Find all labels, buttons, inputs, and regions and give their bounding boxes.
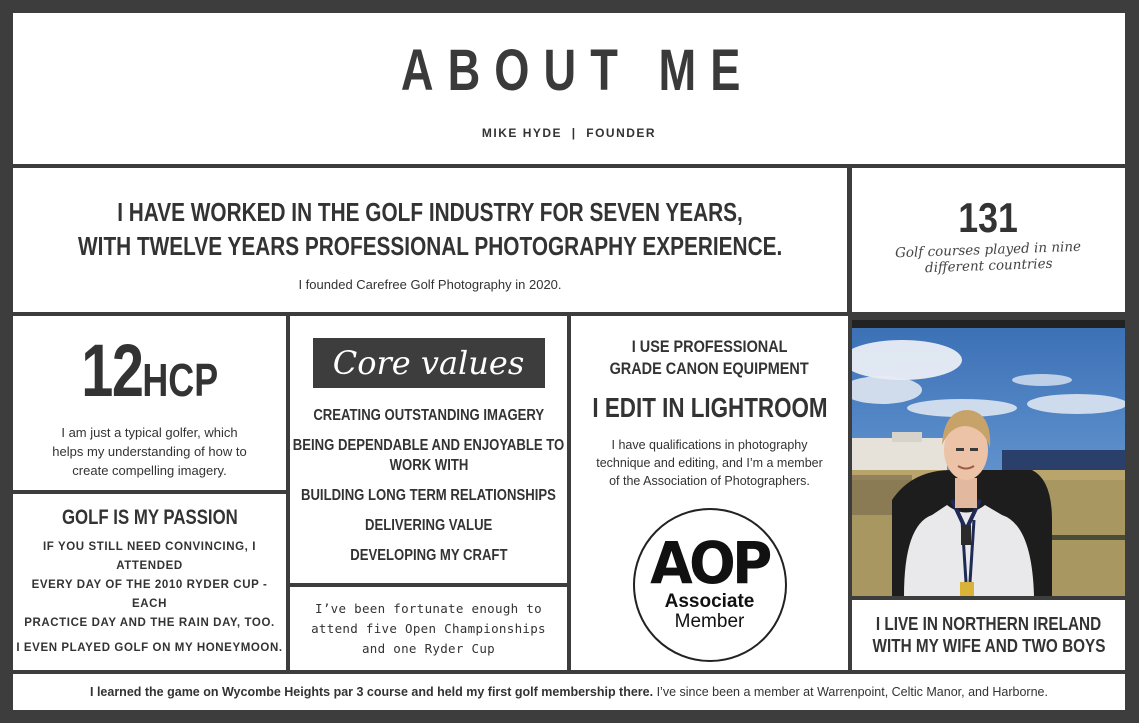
core-value-2b: WORK WITH xyxy=(389,457,468,474)
passion-text-4: I EVEN PLAYED GOLF ON MY HONEYMOON. xyxy=(16,642,283,654)
core-value-3: BUILDING LONG TERM RELATIONSHIPS xyxy=(301,487,556,504)
championships-text-3: and one Ryder Cup xyxy=(361,640,496,656)
qualifications-text-1: I have qualifications in photography xyxy=(611,438,808,452)
championships-panel xyxy=(290,587,567,670)
core-value-1: CREATING OUTSTANDING IMAGERY xyxy=(313,407,544,424)
qualifications-text-2: technique and editing, and I’m a member xyxy=(596,456,823,470)
portrait-photo-image xyxy=(852,320,1125,596)
championships-text-2: attend five Open Championships xyxy=(311,620,546,636)
equipment-line-2: GRADE CANON EQUIPMENT xyxy=(609,359,810,378)
championships-text-1: I’ve been fortunate enough to xyxy=(315,600,542,616)
courses-stat-panel xyxy=(852,168,1125,312)
aop-associate-badge xyxy=(633,508,787,662)
family-line-2: WITH MY WIFE AND TWO BOYS xyxy=(872,636,1105,656)
aop-logo-text: AOP xyxy=(650,529,769,597)
core-value-4: DELIVERING VALUE xyxy=(364,517,493,534)
page-title: ABOUT ME xyxy=(401,38,755,103)
courses-caption-2: different countries xyxy=(924,255,1053,277)
aop-associate-text: Associate xyxy=(664,591,755,612)
intro-panel xyxy=(13,168,847,312)
passion-title: GOLF IS MY PASSION xyxy=(61,506,238,529)
handicap-number: 12 xyxy=(81,329,143,412)
footer-text-bold: I learned the game on Wycombe Heights par 3 course and held my first golf membership there. xyxy=(90,684,654,699)
core-values-panel xyxy=(290,316,567,583)
handicap-figure xyxy=(81,329,218,419)
family-line-1: I LIVE IN NORTHERN IRELAND xyxy=(875,614,1102,634)
header-panel xyxy=(13,13,1125,164)
equipment-panel xyxy=(571,316,848,670)
courses-count: 131 xyxy=(958,194,1019,241)
intro-note: I founded Carefree Golf Photography in 2020. xyxy=(298,276,562,292)
passion-panel xyxy=(13,494,286,670)
passion-text-1: IF YOU STILL NEED CONVINCING, I ATTENDED xyxy=(42,541,257,572)
passion-text-2: EVERY DAY OF THE 2010 RYDER CUP - EACH xyxy=(31,579,268,610)
intro-line-2: WITH TWELVE YEARS PROFESSIONAL PHOTOGRAPHY EXPERIENCE. xyxy=(77,230,783,261)
passion-text-3: PRACTICE DAY AND THE RAIN DAY, TOO. xyxy=(24,617,275,629)
intro-line-1: I HAVE WORKED IN THE GOLF INDUSTRY FOR SEVEN YEARS, xyxy=(117,196,743,227)
core-value-2: BEING DEPENDABLE AND ENJOYABLE TO xyxy=(292,437,565,454)
handicap-text-1: I am just a typical golfer, which xyxy=(61,425,238,440)
core-value-5: DEVELOPING MY CRAFT xyxy=(349,547,508,564)
equipment-line-1: I USE PROFESSIONAL xyxy=(631,337,788,356)
handicap-text-3: create compelling imagery. xyxy=(72,463,227,478)
handicap-text-2: helps my understanding of how to xyxy=(52,444,247,459)
page-subtitle: MIKE HYDE | FOUNDER xyxy=(481,126,657,140)
core-values-banner: Core values xyxy=(313,338,545,388)
family-panel xyxy=(852,600,1125,670)
footer-panel xyxy=(13,674,1125,710)
handicap-suffix: HCP xyxy=(142,354,218,406)
footer-text-rest: I’ve since been a member at Warrenpoint, Celtic Manor, and Harborne. xyxy=(653,684,1048,699)
footer-text xyxy=(90,683,1048,702)
portrait-photo xyxy=(852,320,1125,596)
aop-member-text: Member xyxy=(674,611,745,632)
qualifications-text-3: of the Association of Photographers. xyxy=(609,474,810,488)
courses-caption-1: Golf courses played in nine xyxy=(895,238,1082,262)
lightroom-heading: I EDIT IN LIGHTROOM xyxy=(591,392,828,423)
handicap-panel xyxy=(13,316,286,490)
